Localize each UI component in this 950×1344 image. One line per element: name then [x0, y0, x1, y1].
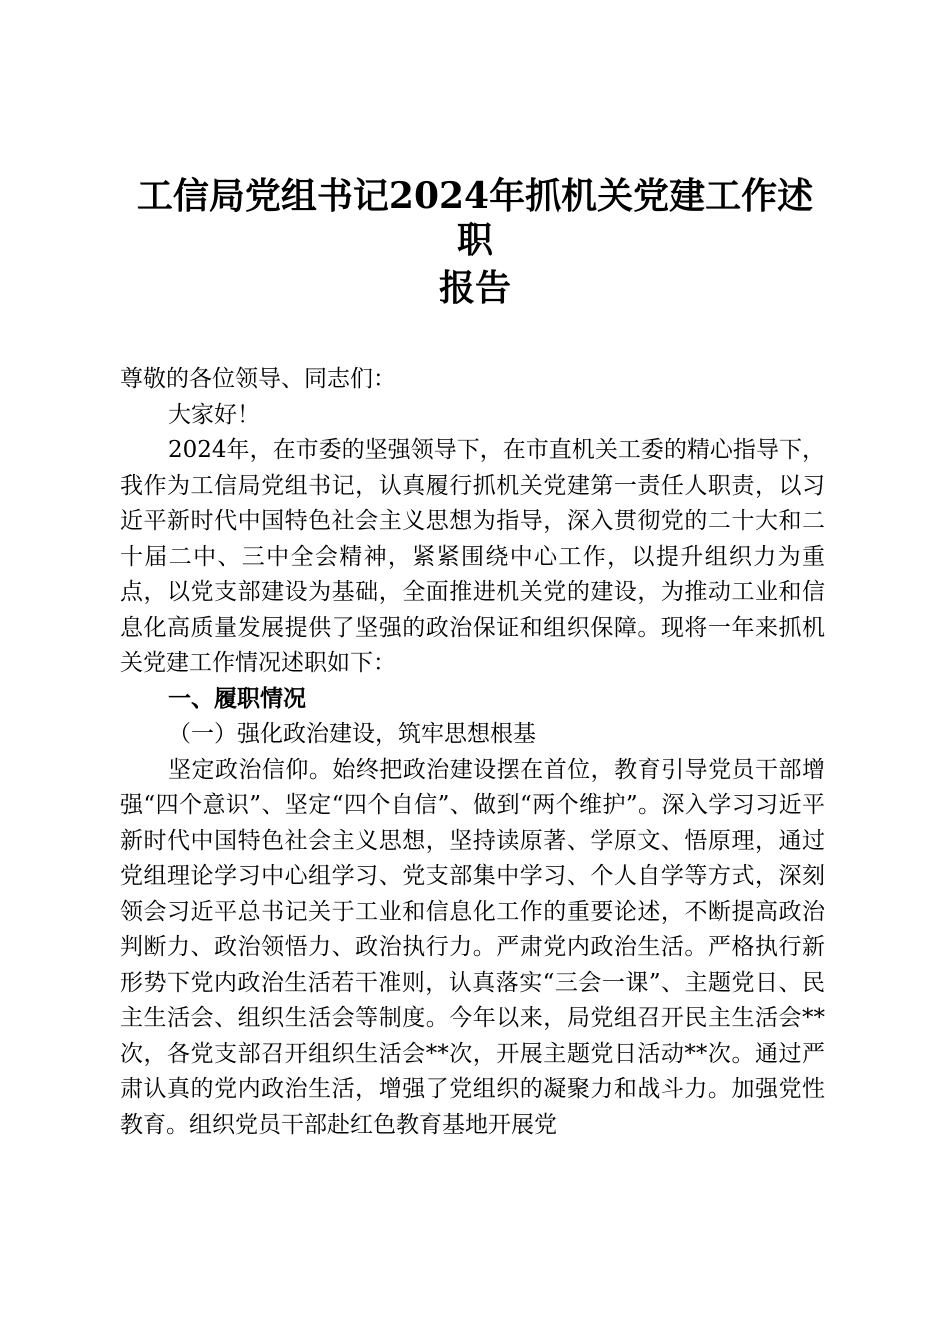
section-heading-1: 一、履职情况: [168, 685, 306, 712]
salutation: 尊敬的各位领导、同志们：: [120, 366, 396, 392]
subsection-heading-1: （一）强化政治建设，筑牢思想根基: [168, 721, 536, 747]
subsection-paragraph-1: 坚定政治信仰。始终把政治建设摆在首位，教育引导党员干部增强“四个意识”、坚定“四个自信”、做到“两个维护”。深入学习习近平新时代中国特色社会主义思想，坚持读原著、学原文、悟原理，通过党组理论学习中心组学习、党支部集中学习、个人自学等方式，深刻领会习近平总书记关于工业和信息化工作的重要论述，不断提高政治判断力、政治领悟力、政治执行力。严肃党内政治生活。严格执行新形势下党内政治生活若干准则，认真落实“三会一课”、主题党日、民主生活会、组织生活会等制度。今年以来，局党组召开民主生活会**次，各党支部召开组织生活会**次，开展主题党日活动**次。通过严肃认真的党内政治生活，增强了党组织的凝聚力和战斗力。加强党性教育。组织党员干部赴红色教育基地开展党: [120, 756, 825, 1138]
greeting: 大家好！: [168, 401, 260, 428]
document-title-line-2: 报告: [438, 267, 511, 309]
document-title-line-1: 工信局党组书记2024年抓机关党建工作述职: [136, 175, 814, 261]
intro-paragraph: 2024年，在市委的坚强领导下，在市直机关工委的精心指导下，我作为工信局党组书记，认真履行抓机关党建第一责任人职责，以习近平新时代中国特色社会主义思想为指导，深入贯彻党的二十大和二十届二中、三中全会精神，紧紧围绕中心工作，以提升组织力为重点，以党支部建设为基础，全面推进机关党的建设，为推动工业和信息化高质量发展提供了坚强的政治保证和组织保障。现将一年来抓机关党建工作情况述职如下：: [120, 437, 825, 676]
document-body: [120, 362, 825, 1143]
